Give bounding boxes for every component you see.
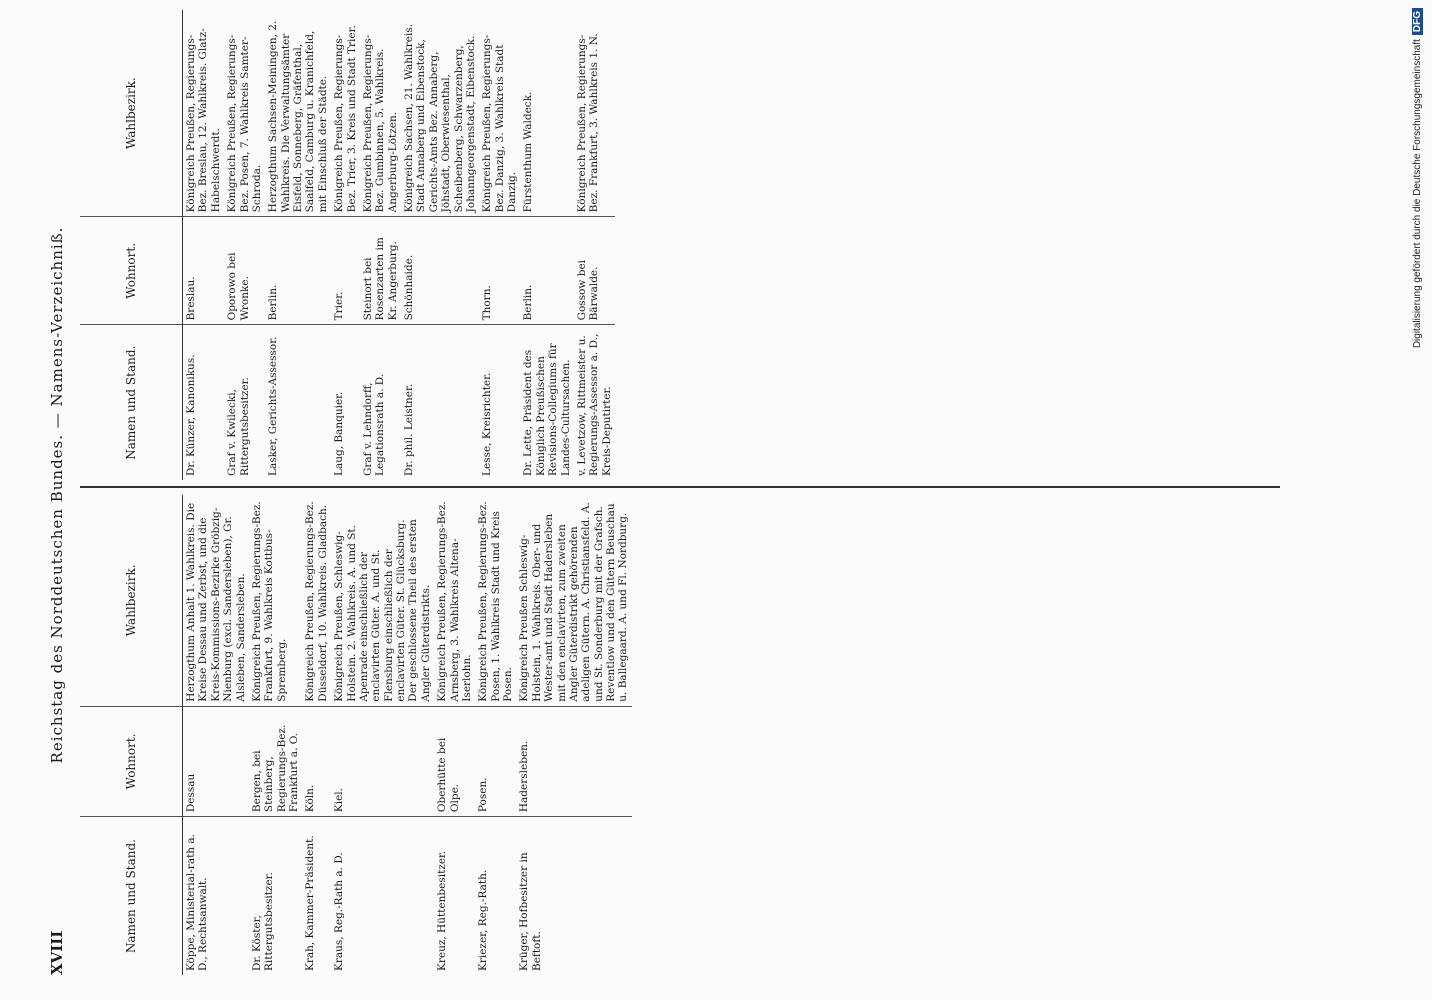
left-header-row <box>80 495 183 975</box>
table-row <box>475 495 516 975</box>
cell-district: Königreich Preußen, Regierungs-Bez. Arnsberg, 3. Wahlkreis Altena-Iserlohn. <box>434 495 475 706</box>
left-table-half <box>80 495 632 975</box>
cell-district: Königreich Preußen, Regierungs-Bez. Frankfurt, 3. Wahlkreis 1. N. <box>574 10 615 217</box>
cell-residence: Gossow bei Bärwalde. <box>574 217 615 325</box>
cell-residence: Dessau <box>183 706 249 816</box>
cell-residence: Oporowo bei Wronke. <box>224 217 265 325</box>
table-row <box>401 10 479 480</box>
cell-name: Dr. Köster, Rittergutsbesitzer. <box>250 872 276 971</box>
cell-district: Königreich Preußen, Regierungs-Bez. Posen, 1. Wahlkreis Stadt und Kreis Posen. <box>475 495 516 706</box>
table-row <box>434 495 475 975</box>
cell-residence: Berlin. <box>265 217 331 325</box>
page-header <box>40 15 80 975</box>
table-row <box>574 10 615 480</box>
cell-residence: Schönhaide. <box>401 217 479 325</box>
cell-district: Königreich Preußen, Regierungs-Bez. Breslau, 12. Wahlkreis. Glatz-Habelschwerdt. <box>183 10 225 217</box>
cell-name: Krüger, Hofbesitzer in Beftoft. <box>518 852 543 971</box>
cell-district: Herzogthum Sachsen-Meiningen, 2. Wahlkreis. Die Verwaltungsämter Eisfeld, Sonneberg, Gräfenthal, Saalfeld, Camburg u. Kranichfeld, mit Einschluß der Städte. <box>265 10 331 217</box>
cell-name: Lesse, Kreisrichter. <box>481 372 494 476</box>
col-header-residence: Wohnort. <box>80 706 183 816</box>
cell-residence: Steinort bei Rosenzarten im Kr. Angerburg. <box>360 217 401 325</box>
col-header-district: Wahlbezirk. <box>80 10 183 217</box>
cell-residence: Bergen, bei Steinberg, Regierungs-Bez. Frankfurt a. O. <box>249 706 303 816</box>
cell-residence: Breslau. <box>183 217 225 325</box>
table-row <box>479 10 520 480</box>
left-table <box>80 495 632 975</box>
table-row <box>302 495 331 975</box>
cell-name: Graf v. Lehndorff, Legationsrath a. D. <box>361 373 387 476</box>
cell-district: Fürstenthum Waldeck. <box>520 10 574 217</box>
cell-district: Herzogthum Anhalt 1. Wahlkreis. Die Kreise Dessau und Zerbst, und die Kreis-Kommissions-Bezirke Gröbzig-Nienburg (excl. Sandersleben), Gr. Alsleben, Sandersleben. <box>183 495 249 706</box>
table-row <box>224 10 265 480</box>
cell-district: Königreich Preußen, Regierungs-Bez. Danzig, 3. Wahlkreis Stadt Danzig. <box>479 10 520 217</box>
cell-residence: Oberhütte bei Olpe. <box>434 706 475 816</box>
right-header-row <box>80 10 183 480</box>
col-header-name: Namen und Stand. <box>80 325 183 480</box>
cell-name: Graf v. Kwilecki, Rittergutsbesitzer. <box>226 377 251 476</box>
cell-district: Königreich Preußen, Regierungs-Bez. Posen, 7. Wahlkreis Samter-Schroda. <box>224 10 265 217</box>
right-table <box>80 10 615 480</box>
cell-district: Königreich Preußen, Regierungs-Bez. Frankfurt, 9. Wahlkreis Kottbus-Spremberg. <box>249 495 303 706</box>
col-header-district: Wahlbezirk. <box>80 495 183 706</box>
page-number: XVIII <box>48 930 66 975</box>
table-row <box>183 495 249 975</box>
cell-residence: Trier. <box>331 217 360 325</box>
cell-residence: Köln. <box>302 706 331 816</box>
table-row <box>183 10 225 480</box>
cell-name: Dr. Künzer, Kanonikus. <box>185 354 197 476</box>
cell-name: Dr. Lette, Präsident des Königlich Preußischen Revisions-Collegiums für Landes-Cultursachen. <box>522 343 572 476</box>
center-divider <box>80 487 1280 489</box>
cell-residence: Hadersleben. <box>516 706 631 816</box>
cell-name: v. Levetzow, Rittmeister u. Regierungs-Assessor a. D., Kreis-Deputirter. <box>575 333 613 476</box>
table-row <box>520 10 574 480</box>
col-header-residence: Wohnort. <box>80 217 183 325</box>
cell-name: Kreuz, Hüttenbesitzer. <box>436 850 449 971</box>
table-row <box>360 10 401 480</box>
cell-name: Köppe, Ministerial-rath a. D., Rechtsanwalt. <box>185 833 210 971</box>
table-row <box>331 10 360 480</box>
cell-district: Königreich Preußen, Regierungs-Bez. Trier, 3. Kreis und Stadt Trier. <box>331 10 360 217</box>
cell-name: Lasker, Gerichts-Assessor. <box>267 336 280 476</box>
cell-name: Kriezer, Reg.-Rath. <box>477 869 490 971</box>
table-row <box>249 495 303 975</box>
table-row <box>265 10 331 480</box>
right-table-half <box>80 10 615 480</box>
cell-district: Königreich Preußen Schleswig-Holstein, 1. Wahlkreis. Ober- und Wester-amt und Stadt Hadersleben mit den enclavirten, zum zweiten Angler Güterdistrikt gehörenden adeligen Gütern. A. Christiansfeld. A. und St. Sonderburg mit der Grafsch. Reventlow und den Gütern Beuschau u. Ballegaard. A. und Fl. Nordburg. <box>516 495 631 706</box>
cell-residence: Kiel. <box>331 706 434 816</box>
cell-district: Königreich Sachsen, 21. Wahlkreis. Stadt Annaberg und Eibenstock, Gerichts-Amts Bez. Annaberg, Jöhstadt, Oberwiesenthal, Scheibenberg, Schwarzenberg, Johanngeorgenstadt, Eibenstock. <box>401 10 479 217</box>
cell-name: Laug, Banquier. <box>333 391 346 476</box>
watermark-text: Digitalisierung gefördert durch die Deutsche Forschungsgemeinschaft <box>1412 39 1423 349</box>
dfg-watermark <box>1412 8 1428 992</box>
cell-district: Königreich Preußen, Schleswig-Holstein. 2. Wahlkreis. A. und St. Apenrade einschließlich der enclavirten Güter. A. und St. Flensburg einschließlich der enclavirten Güter. St. Glücksburg. Der geschlossene Theil des ersten Angler Güterdistrikts. <box>331 495 434 706</box>
table-row <box>516 495 631 975</box>
col-header-name: Namen und Stand. <box>80 817 183 975</box>
cell-district: Königreich Preußen, Regierungs-Bez. Düsseldorf, 10. Wahlkreis. Gladbach. <box>302 495 331 706</box>
cell-name: Kraus, Reg.-Rath a. D. <box>333 852 346 971</box>
cell-district: Königreich Preußen, Regierungs-Bez. Gumbinnen, 5. Wahlkreis. Angerburg-Lötzen. <box>360 10 401 217</box>
table-row <box>331 495 434 975</box>
cell-residence: Posen. <box>475 706 516 816</box>
page-title: Reichstag des Norddeutschen Bundes. — Namens-Verzeichniß. <box>48 226 66 764</box>
cell-residence: Thorn. <box>479 217 520 325</box>
cell-name: Dr. phil. Leistner. <box>403 383 415 476</box>
cell-name: Krah, Kammer-Präsident. <box>304 835 317 971</box>
dfg-logo: DFG <box>1412 8 1423 35</box>
cell-residence: Berlin. <box>520 217 574 325</box>
